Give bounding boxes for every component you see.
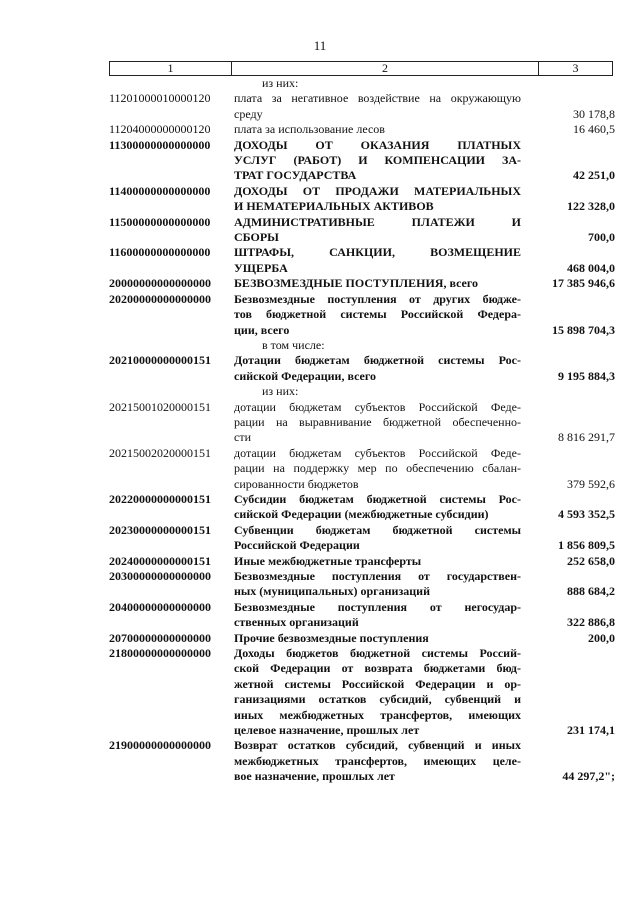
row-code: 11204000000000120: [109, 122, 211, 137]
description-line: Субвенции бюджетам бюджетной системы: [234, 522, 521, 537]
row-code: 21900000000000000: [109, 738, 211, 753]
table-row: [109, 292, 615, 338]
table-row: [109, 138, 615, 184]
description-line: ДОХОДЫ ОТ ОКАЗАНИЯ ПЛАТНЫХ: [234, 137, 521, 152]
description-line: Прочие безвозмездные поступления: [234, 630, 429, 645]
row-value: 42 251,0: [573, 168, 615, 183]
row-code: 20200000000000000: [109, 291, 211, 306]
table-row: [109, 276, 615, 291]
description-line: среду: [234, 106, 263, 121]
description-line: Российской Федерации: [234, 538, 360, 553]
description-line: ДОХОДЫ ОТ ПРОДАЖИ МАТЕРИАЛЬНЫХ: [234, 183, 521, 198]
table-row: [109, 631, 615, 646]
row-description: [234, 631, 521, 646]
description-line: АДМИНИСТРАТИВНЫЕ ПЛАТЕЖИ И: [234, 214, 521, 229]
description-line: рации на поддержку мер по обеспечению сбалан-: [234, 461, 521, 476]
row-description: [234, 446, 521, 492]
row-code: 11600000000000000: [109, 245, 211, 260]
row-value: 44 297,2";: [562, 769, 615, 784]
header-col-1: 1: [110, 62, 232, 75]
description-line: ственных организаций: [234, 615, 359, 630]
row-value: 122 328,0: [567, 199, 615, 214]
row-code: 20000000000000000: [109, 276, 211, 291]
row-value: 252 658,0: [567, 553, 615, 568]
table-body: [109, 76, 615, 785]
row-description: [234, 292, 521, 338]
description-line: вое назначение, прошлых лет: [234, 769, 395, 784]
table-row: [109, 215, 615, 246]
table-row: [109, 245, 615, 276]
description-line: Иные межбюджетные трансферты: [234, 553, 422, 568]
description-line: дотации бюджетам субъектов Российской Феде-: [234, 399, 521, 414]
header-col-3: 3: [572, 61, 579, 75]
table-row: [109, 338, 615, 353]
description-line: жетной системы Российской Федерации и ор-: [234, 676, 521, 691]
row-value: 16 460,5: [573, 122, 615, 137]
row-description: [234, 138, 521, 184]
row-code: 11300000000000000: [109, 137, 211, 152]
description-line: Безвозмездные поступления от других бюдже-: [234, 291, 521, 306]
row-description: [234, 384, 549, 399]
row-value: 15 898 704,3: [552, 322, 615, 337]
description-line: из них:: [262, 384, 299, 399]
row-code: 20220000000000151: [109, 491, 211, 506]
row-value: 30 178,8: [573, 106, 615, 121]
description-line: Безвозмездные поступления от государствен-: [234, 569, 521, 583]
table-row: [109, 569, 615, 600]
description-line: Возврат остатков субсидий, субвенций и иных: [234, 738, 521, 753]
row-description: [234, 523, 521, 554]
row-code: 11500000000000000: [109, 214, 211, 229]
description-line: тов бюджетной системы Российской Федера-: [234, 307, 521, 322]
row-code: 20400000000000000: [109, 599, 211, 614]
description-line: плата за негативное воздействие на окружающую: [234, 91, 521, 106]
row-description: [234, 569, 521, 600]
description-line: иных межбюджетных трансфертов, имеющих: [234, 707, 521, 722]
description-line: целевое назначение, прошлых лет: [234, 723, 420, 738]
row-description: [234, 738, 521, 784]
description-line: ТРАТ ГОСУДАРСТВА: [234, 168, 357, 183]
description-line: межбюджетных трансфертов, имеющих целе-: [234, 753, 521, 768]
row-value: 1 856 809,5: [558, 538, 615, 553]
row-description: [234, 122, 521, 137]
description-line: рации на выравнивание бюджетной обеспеченно-: [234, 414, 521, 429]
description-line: БЕЗВОЗМЕЗДНЫЕ ПОСТУПЛЕНИЯ, всего: [234, 276, 479, 291]
row-value: 8 816 291,7: [558, 430, 615, 445]
row-code: 11400000000000000: [109, 183, 211, 198]
row-description: [234, 215, 521, 246]
description-line: сти: [234, 430, 251, 445]
row-description: [234, 91, 521, 122]
row-description: [234, 600, 521, 631]
row-code: [109, 338, 234, 353]
row-description: [234, 184, 521, 215]
row-value: 322 886,8: [567, 615, 615, 630]
row-description: [234, 276, 521, 291]
description-line: ганизациями остатков субсидий, субвенций и: [234, 692, 521, 707]
page-number: 11: [313, 38, 327, 53]
row-code: 20215001020000151: [109, 399, 211, 414]
table-row: [109, 384, 615, 399]
row-description: [234, 245, 521, 276]
description-line: сийской Федерации (межбюджетные субсидии): [234, 507, 489, 522]
row-description: [234, 76, 549, 91]
table-row: [109, 738, 615, 784]
table-row: [109, 446, 615, 492]
row-code: 20240000000000151: [109, 553, 211, 568]
row-value: 9 195 884,3: [558, 368, 615, 383]
table-row: [109, 646, 615, 738]
row-value: 888 684,2: [567, 584, 615, 599]
description-line: ской Федерации от возврата бюджетами бюд-: [234, 661, 521, 676]
table-header: [109, 61, 613, 76]
description-line: сированности бюджетов: [234, 476, 359, 491]
row-value: 4 593 352,5: [558, 507, 615, 522]
description-line: сийской Федерации, всего: [234, 368, 377, 383]
description-line: Дотации бюджетам бюджетной системы Рос-: [234, 353, 521, 368]
table-row: [109, 554, 615, 569]
row-code: 20210000000000151: [109, 353, 211, 368]
header-col-2: 2: [232, 62, 539, 75]
row-code: 20700000000000000: [109, 630, 211, 645]
row-description: [234, 353, 521, 384]
description-line: плата за использование лесов: [234, 122, 385, 137]
table-row: [109, 76, 615, 91]
row-description: [234, 338, 549, 353]
description-line: в том числе:: [262, 337, 325, 352]
description-line: дотации бюджетам субъектов Российской Феде-: [234, 445, 521, 460]
table-row: [109, 122, 615, 137]
row-code: 21800000000000000: [109, 646, 211, 661]
row-description: [234, 646, 521, 738]
description-line: ных (муниципальных) организаций: [234, 584, 431, 599]
table-row: [109, 600, 615, 631]
row-value: 700,0: [588, 230, 615, 245]
description-line: И НЕМАТЕРИАЛЬНЫХ АКТИВОВ: [234, 199, 434, 214]
table-row: [109, 353, 615, 384]
row-value: 231 174,1: [567, 723, 615, 738]
row-code: [109, 384, 234, 399]
row-code: 11201000010000120: [109, 91, 211, 106]
table-row: [109, 91, 615, 122]
row-code: [109, 76, 234, 91]
description-line: СБОРЫ: [234, 230, 279, 245]
row-value: 468 004,0: [567, 260, 615, 275]
table-row: [109, 184, 615, 215]
description-line: Субсидии бюджетам бюджетной системы Рос-: [234, 491, 521, 506]
description-line: Доходы бюджетов бюджетной системы Россий-: [234, 646, 521, 661]
row-code: 20215002020000151: [109, 445, 211, 460]
table-row: [109, 492, 615, 523]
description-line: УСЛУГ (РАБОТ) И КОМПЕНСАЦИИ ЗА-: [234, 153, 521, 168]
row-value: 17 385 946,6: [552, 276, 615, 291]
description-line: Безвозмездные поступления от негосудар-: [234, 599, 521, 614]
row-description: [234, 492, 521, 523]
table-row: [109, 400, 615, 446]
row-description: [234, 400, 521, 446]
row-code: 20300000000000000: [109, 569, 211, 583]
row-value: 379 592,6: [567, 476, 615, 491]
row-value: 200,0: [588, 630, 615, 645]
description-line: УЩЕРБА: [234, 260, 288, 275]
row-description: [234, 554, 521, 569]
description-line: из них:: [262, 76, 299, 90]
description-line: ции, всего: [234, 322, 290, 337]
row-code: 20230000000000151: [109, 522, 211, 537]
description-line: ШТРАФЫ, САНКЦИИ, ВОЗМЕЩЕНИЕ: [234, 245, 521, 260]
table-row: [109, 523, 615, 554]
